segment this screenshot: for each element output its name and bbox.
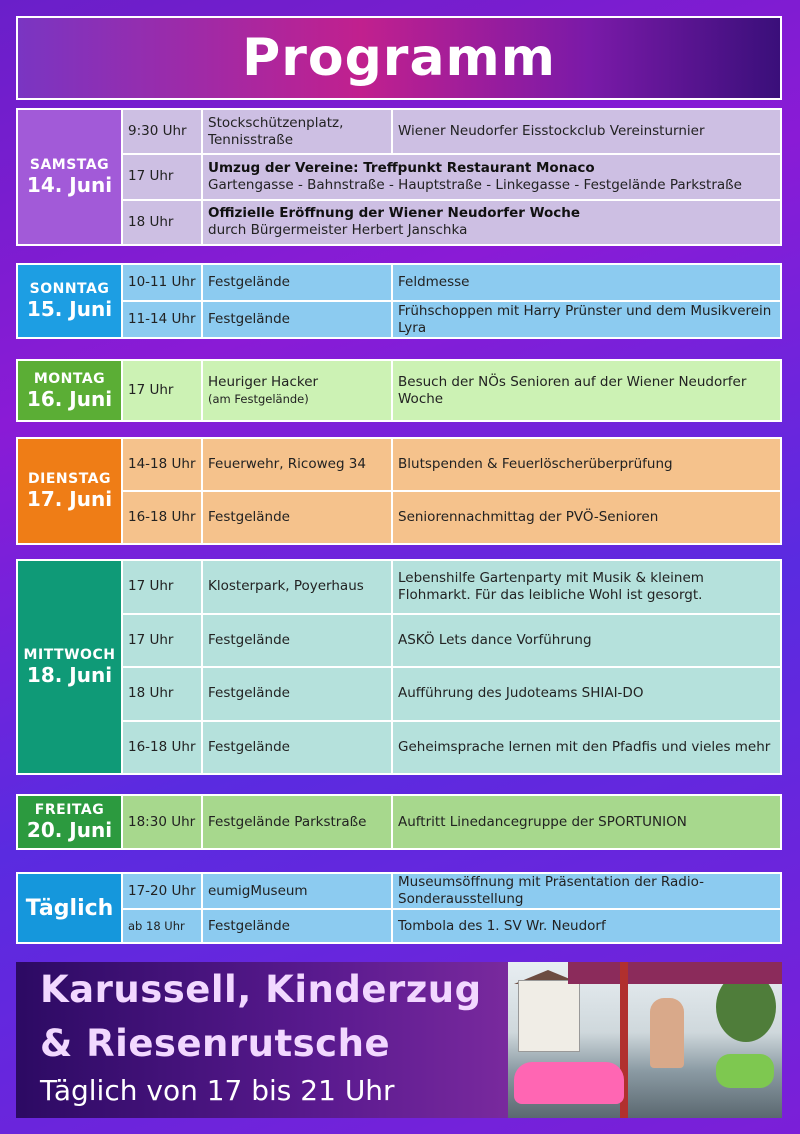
description-cell: Tombola des 1. SV Wr. Neudorf — [391, 910, 780, 942]
time-cell: 16-18 Uhr — [128, 509, 196, 525]
place-cell: Festgelände — [201, 615, 391, 667]
day-block-sunday — [16, 263, 782, 339]
date-label: 20. Juni — [26, 818, 113, 842]
table-row — [123, 874, 780, 908]
place-cell: Festgelände Parkstraße — [201, 796, 391, 848]
place-cell: Klosterpark, Poyerhaus — [201, 561, 391, 613]
weekday-label: MONTAG — [33, 370, 106, 387]
weekday-label: SAMSTAG — [29, 157, 110, 173]
event-route: Gartengasse - Bahnstraße - Hauptstraße - Linkegasse - Festgelände Parkstraße — [208, 176, 742, 193]
time-cell: 17 Uhr — [128, 168, 174, 185]
place-cell: Festgelände — [201, 265, 391, 300]
day-label-wednesday — [18, 561, 123, 773]
time-cell: 10-11 Uhr — [128, 274, 196, 290]
date-label: 14. Juni — [26, 173, 113, 197]
day-label-saturday — [18, 110, 123, 244]
place-cell: Festgelände — [201, 910, 391, 942]
event-detail: durch Bürgermeister Herbert Janschka — [208, 222, 468, 239]
place-note: (am Festgelände) — [208, 391, 309, 406]
description-cell — [201, 155, 780, 198]
day-label-friday — [18, 796, 123, 848]
time-cell: 17 Uhr — [128, 382, 174, 398]
date-label: 17. Juni — [26, 487, 113, 511]
place-cell: Festgelände — [201, 302, 391, 337]
place-cell: Stockschützenplatz, Tennisstraße — [201, 110, 391, 153]
weekday-label: FREITAG — [34, 802, 105, 818]
carousel-canopy-shape — [568, 962, 782, 984]
time-cell: 17 Uhr — [128, 631, 174, 648]
place-cell: Feuerwehr, Ricoweg 34 — [201, 439, 391, 490]
time-cell: 16-18 Uhr — [128, 738, 196, 755]
day-block-daily — [16, 872, 782, 944]
day-block-tuesday — [16, 437, 782, 545]
description-cell: Lebenshilfe Gartenparty mit Musik & kleinem Flohmarkt. Für das leibliche Wohl ist gesorgt. — [391, 561, 780, 613]
date-label: 16. Juni — [26, 386, 113, 411]
carousel-photo — [508, 962, 782, 1118]
time-cell: 17 Uhr — [128, 578, 174, 595]
place-cell: Festgelände — [201, 492, 391, 543]
day-label-monday — [18, 361, 123, 420]
day-block-saturday — [16, 108, 782, 246]
description-cell — [201, 201, 780, 244]
time-cell: 18 Uhr — [128, 213, 174, 230]
description-cell: Feldmesse — [391, 265, 780, 300]
banner-hours: Täglich von 17 bis 21 Uhr — [40, 1074, 395, 1107]
weekday-label: SONNTAG — [29, 281, 110, 297]
event-title: Umzug der Vereine: Treffpunkt Restaurant Monaco — [208, 159, 595, 176]
banner-line-1: Karussell, Kinderzug — [40, 968, 482, 1011]
page-title: Programm — [242, 28, 556, 88]
green-car-shape — [716, 1054, 774, 1088]
place-cell — [201, 361, 391, 420]
description-cell: Auftritt Linedancegruppe der SPORTUNION — [391, 796, 780, 848]
place-cell: Festgelände — [201, 722, 391, 774]
daily-label: Täglich — [25, 895, 114, 921]
time-cell: 18 Uhr — [128, 685, 174, 702]
day-label-daily — [18, 874, 123, 942]
description-cell: Wiener Neudorfer Eisstockclub Vereinsturnier — [391, 110, 780, 153]
description-cell: Besuch der NÖs Senioren auf der Wiener Neudorfer Woche — [391, 361, 780, 420]
day-block-monday — [16, 359, 782, 422]
rider-shape — [650, 998, 684, 1068]
table-row — [123, 153, 780, 198]
table-row — [123, 265, 780, 300]
description-cell: Aufführung des Judoteams SHIAI-DO — [391, 668, 780, 720]
day-block-wednesday — [16, 559, 782, 775]
house-shape — [518, 980, 580, 1052]
table-row — [123, 110, 780, 153]
table-row — [123, 666, 780, 720]
place-cell: Festgelände — [201, 668, 391, 720]
table-row — [123, 796, 780, 848]
place-name: Heuriger Hacker — [208, 373, 319, 390]
date-label: 18. Juni — [26, 663, 113, 687]
description-cell: Seniorennachmittag der PVÖ-Senioren — [391, 492, 780, 543]
table-row — [123, 439, 780, 490]
table-row — [123, 361, 780, 420]
description-cell: Geheimsprache lernen mit den Pfadfis und vieles mehr — [391, 722, 780, 774]
table-row — [123, 300, 780, 337]
table-row — [123, 199, 780, 244]
day-label-tuesday — [18, 439, 123, 543]
banner-line-2: & Riesenrutsche — [40, 1022, 391, 1065]
weekday-label: MITTWOCH — [23, 647, 116, 663]
place-cell: eumigMuseum — [201, 874, 391, 908]
date-label: 15. Juni — [26, 297, 113, 321]
time-cell: 9:30 Uhr — [128, 123, 187, 140]
description-cell: Museumsöffnung mit Präsentation der Radio-Sonderausstellung — [391, 874, 780, 908]
table-row — [123, 720, 780, 774]
table-row — [123, 561, 780, 613]
day-block-friday — [16, 794, 782, 850]
page-title-box — [16, 16, 782, 100]
weekday-label: DIENSTAG — [28, 471, 111, 487]
event-title: Offizielle Eröffnung der Wiener Neudorfer Woche — [208, 205, 581, 222]
time-cell: 18:30 Uhr — [128, 813, 196, 830]
time-cell: ab 18 Uhr — [128, 918, 185, 933]
table-row — [123, 613, 780, 667]
time-cell: 14-18 Uhr — [128, 456, 196, 472]
description-cell: Frühschoppen mit Harry Prünster und dem Musikverein Lyra — [391, 302, 780, 337]
time-cell: 17-20 Uhr — [128, 882, 196, 899]
pink-car-shape — [514, 1062, 624, 1104]
table-row — [123, 908, 780, 942]
attractions-banner — [16, 962, 782, 1118]
description-cell: ASKÖ Lets dance Vorführung — [391, 615, 780, 667]
time-cell: 11-14 Uhr — [128, 311, 196, 327]
table-row — [123, 490, 780, 543]
day-label-sunday — [18, 265, 123, 337]
description-cell: Blutspenden & Feuerlöscherüberprüfung — [391, 439, 780, 490]
